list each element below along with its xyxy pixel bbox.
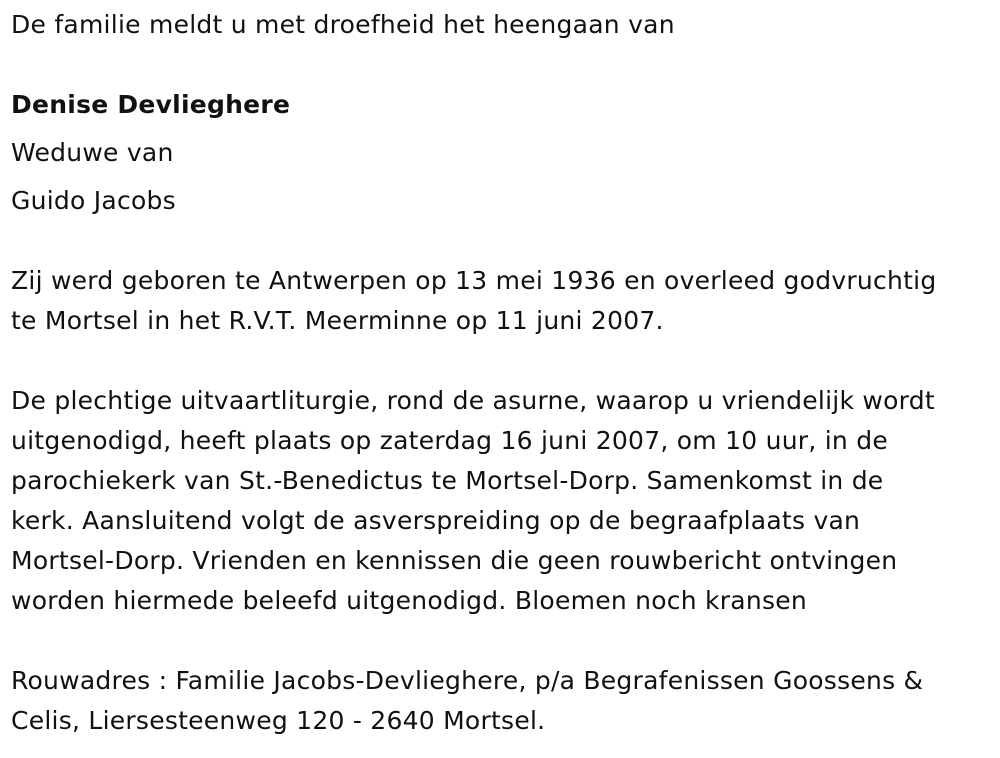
funeral-line: kerk. Aansluitend volgt de asverspreiding op de begraafplaats van bbox=[11, 506, 861, 535]
birth-death-line: te Mortsel in het R.V.T. Meerminne op 11 juni 2007. bbox=[11, 306, 664, 335]
deceased-name: Denise Devlieghere bbox=[11, 90, 291, 119]
funeral-line: parochiekerk van St.-Benedictus te Mortsel-Dorp. Samenkomst in de bbox=[11, 466, 884, 495]
birth-death-line: Zij werd geboren te Antwerpen op 13 mei 1936 en overleed godvruchtig bbox=[11, 266, 937, 295]
relation-text: Weduwe van bbox=[11, 138, 174, 167]
funeral-line: De plechtige uitvaartliturgie, rond de asurne, waarop u vriendelijk wordt bbox=[11, 386, 935, 415]
address-line: Rouwadres : Familie Jacobs-Devlieghere, p/a Begrafenissen Goossens & bbox=[11, 666, 924, 695]
intro-text: De familie meldt u met droefheid het heengaan van bbox=[11, 10, 675, 39]
funeral-line: uitgenodigd, heeft plaats op zaterdag 16 juni 2007, om 10 uur, in de bbox=[11, 426, 888, 455]
funeral-line: worden hiermede beleefd uitgenodigd. Bloemen noch kransen bbox=[11, 586, 807, 615]
spouse-name: Guido Jacobs bbox=[11, 186, 176, 215]
funeral-line: Mortsel-Dorp. Vrienden en kennissen die geen rouwbericht ontvingen bbox=[11, 546, 898, 575]
address-line: Celis, Liersesteenweg 120 - 2640 Mortsel. bbox=[11, 706, 546, 735]
